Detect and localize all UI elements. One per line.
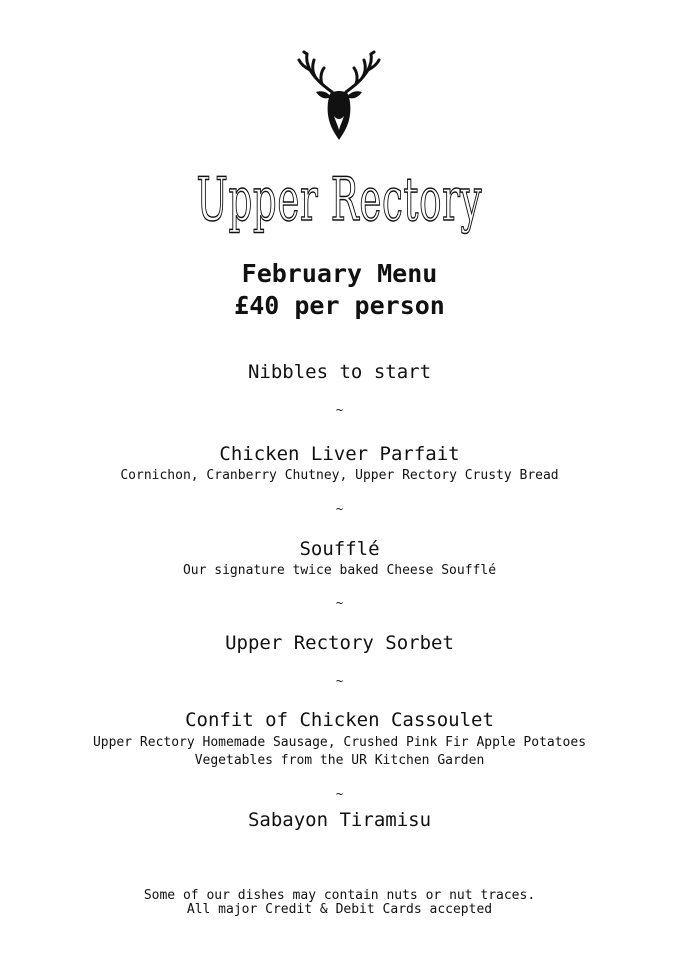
menu-price: £40 per person bbox=[234, 291, 445, 320]
separator: ~ bbox=[335, 596, 344, 610]
allergen-notice: Some of our dishes may contain nuts or nut traces. bbox=[143, 888, 536, 903]
nibbles-line: Nibbles to start bbox=[247, 361, 432, 383]
course-name: Upper Rectory Sorbet bbox=[225, 632, 454, 654]
course-description: Our signature twice baked Cheese Soufflé bbox=[182, 563, 497, 578]
course-name: Sabayon Tiramisu bbox=[247, 809, 432, 831]
course-description: Cornichon, Cranberry Chutney, Upper Rectory Crusty Bread bbox=[120, 468, 559, 483]
course-name: Chicken Liver Parfait bbox=[219, 443, 460, 465]
menu-title: February Menu bbox=[241, 259, 438, 288]
separator: ~ bbox=[335, 502, 344, 516]
course-description: Vegetables from the UR Kitchen Garden bbox=[194, 753, 485, 768]
stag-head-icon bbox=[294, 50, 384, 146]
payment-notice: All major Credit & Debit Cards accepted bbox=[186, 902, 493, 917]
separator: ~ bbox=[335, 403, 344, 417]
separator: ~ bbox=[335, 674, 344, 688]
course-name: Confit of Chicken Cassoulet bbox=[185, 709, 494, 731]
separator: ~ bbox=[335, 787, 344, 801]
course-description: Upper Rectory Homemade Sausage, Crushed Pink Fir Apple Potatoes bbox=[92, 735, 587, 750]
brand-name: Upper Rectory bbox=[196, 165, 483, 235]
course-name: Soufflé bbox=[299, 538, 380, 560]
